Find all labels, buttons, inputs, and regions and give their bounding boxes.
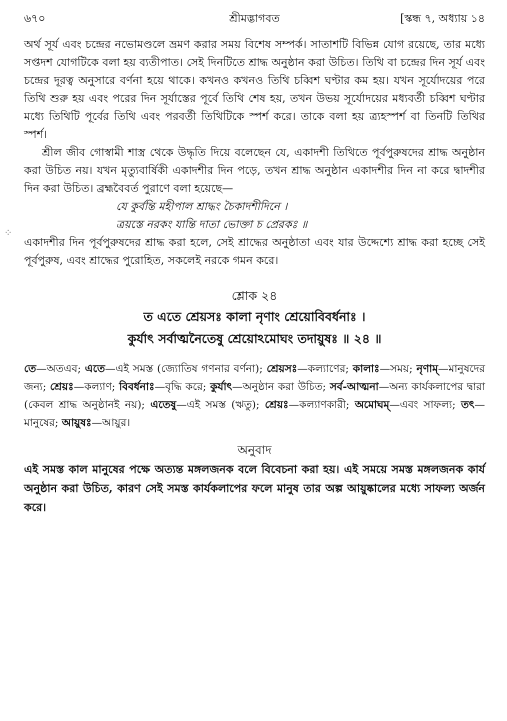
synonym-word: আয়ুষঃ — [61, 417, 92, 429]
synonym-meaning: —এই সমস্ত (ঋতু); — [176, 399, 265, 411]
synonym-word: তে — [24, 363, 37, 375]
chapter-reference: [স্কন্ধ ৭, অধ্যায় ১৪ — [400, 12, 485, 25]
synonym-word: কালাঃ — [352, 363, 380, 375]
synonym-word: অমোঘম্ — [354, 399, 390, 411]
synonym-meaning: —সময়; — [379, 363, 417, 375]
quoted-verse-line-2: ত্রয়স্তে নরকং যান্তি দাতা ভোক্তা চ প্রেরকঃ ॥ — [116, 218, 308, 231]
word-for-word-synonyms — [24, 360, 485, 432]
synonym-meaning: —মানুষদের জন্য; — [24, 363, 485, 393]
sloka-line-1: ত এতে শ্রেয়সঃ কালা নৃণাং শ্রেয়োবিবর্ধনাঃ । — [143, 309, 366, 324]
synonym-meaning: —বৃদ্ধি করে; — [154, 381, 211, 393]
synonym-meaning: —এবং সাফল্য; — [389, 399, 461, 411]
quoted-verse-line-1: যে কুর্বন্তি মহীপাল শ্রাদ্ধং চৈকাদশীদিনে । — [116, 200, 288, 213]
synonym-word: বিবর্ধনাঃ — [119, 381, 155, 393]
synonym-word: নৃণাম্ — [416, 363, 439, 375]
translation-text: এই সমস্ত কাল মানুষের পক্ষে অত্যন্ত মঙ্গলজনক বলে বিবেচনা করা হয়। এই সময়ে সমস্ত মঙ্গলজনক কার্য অনুষ্ঠান করা উচিত, কারণ সেই সমস্ত কার্যকলাপের ফলে মানুষ তার অল্প আয়ুষ্কালের মধ্যে সাফল্য অর্জন করে। — [24, 463, 485, 514]
synonym-meaning: —আয়ুর। — [91, 417, 131, 429]
purport-paragraph-3: একাদশীর দিন পূর্বপুরুষদের শ্রাদ্ধ করা হলে, সেই শ্রাদ্ধের অনুষ্ঠাতা এবং যার উদ্দেশ্যে শ্রাদ্ধ করা হচ্ছে সেই পূর্বপুরুষ, এবং শ্রাদ্ধের পুরোহিত, সকলেই নরকে গমন করে। — [24, 236, 485, 267]
purport-paragraph-1: অর্থ সূর্য এবং চন্দ্রের নভোমণ্ডলে ভ্রমণ করার সময় বিশেষ সম্পর্ক। সাতাশটি বিভিন্ন যোগ রয়েছে, তার মধ্যে সপ্তদশ যোগটিকে বলা হয় ব্যতীপাত। সেই দিনটিতে শ্রাদ্ধ অনুষ্ঠান করা উচিত। তিথি বা চন্দ্রের দিন সূর্য এবং চন্দ্রের দূরত্ব অনুসারে বর্ণনা হয়ে থাকে। কখনও কখনও তিথি চব্বিশ ঘণ্টার কম হয়। যখন সূর্যোদয়ের পরে তিথি শুরু হয় এবং পরের দিন সূর্যাস্তের পূর্বে তিথি শেষ হয়, তখন উভয় সূর্যোদয়ের মধ্যবর্তী চব্বিশ ঘণ্টার মধ্যে তিথিটি পূর্বের তিথি এবং পরবর্তী তিথিটিকে স্পর্শ করে। তাকে বলা হয় ত্র্যহস্পর্শ বা তিনটি তিথির স্পর্শ। — [24, 38, 485, 141]
synonym-word: তৎ — [461, 399, 475, 411]
synonym-meaning: —কল্যাণের; — [297, 363, 353, 375]
running-header — [24, 10, 485, 30]
synonym-meaning: —কল্যাণ; — [73, 381, 120, 393]
synonym-meaning: —অনুষ্ঠান করা উচিত; — [232, 381, 330, 393]
page-number: ৬৭০ — [24, 12, 46, 25]
synonym-word: সর্ব-আত্মনা — [329, 381, 379, 393]
synonym-word: এতেষু — [150, 399, 177, 411]
synonym-meaning: —কল্যাণকারী; — [288, 399, 355, 411]
synonym-meaning: —এই সমস্ত (জ্যোতিষ গণনার বর্ণনা); — [104, 363, 267, 375]
synonym-word: শ্রেয়ঃ — [264, 399, 289, 411]
synonym-word: শ্রেয়ঃ — [50, 381, 74, 393]
purport-paragraph-2: শ্রীল জীব গোস্বামী শাস্ত্র থেকে উদ্ধৃতি দিয়ে বলেছেন যে, একাদশী তিথিতে পূর্বপুরুষদের শ্রাদ্ধ অনুষ্ঠান করা উচিত নয়। যখন মৃত্যুবার্ষিকী একাদশীর দিন পড়ে, তখন শ্রাদ্ধ অনুষ্ঠান একাদশীর দিন না করে দ্বাদশীর দিন করা উচিত। ব্রহ্মবৈবর্ত পুরাণে বলা হয়েছে— — [24, 146, 485, 195]
translation-heading: অনুবাদ — [237, 443, 272, 457]
synonym-word: এতে — [84, 363, 105, 375]
synonym-word: শ্রেয়সঃ — [266, 363, 298, 375]
synonym-meaning: —অন্য কার্যকলাপের দ্বারা (কেবল শ্রাদ্ধ অনুষ্ঠানই নয়); — [24, 381, 485, 411]
synonym-meaning: —মানুষের; — [24, 399, 485, 429]
synonym-meaning: —অতএব; — [36, 363, 85, 375]
quoted-verse — [24, 198, 485, 234]
margin-mark-icon: ⁘ — [4, 228, 13, 239]
sloka-number: শ্লোক ২৪ — [231, 288, 278, 303]
page-body — [24, 36, 485, 517]
book-title: শ্রীমদ্ভাগবত — [229, 12, 280, 25]
sloka-line-2: কুর্যাৎ সর্বাত্মনৈতেষু শ্রেয়োঽমোঘং তদায়ুষঃ ॥ ২৪ ॥ — [127, 331, 382, 346]
synonym-word: কুর্যাৎ — [210, 381, 233, 393]
